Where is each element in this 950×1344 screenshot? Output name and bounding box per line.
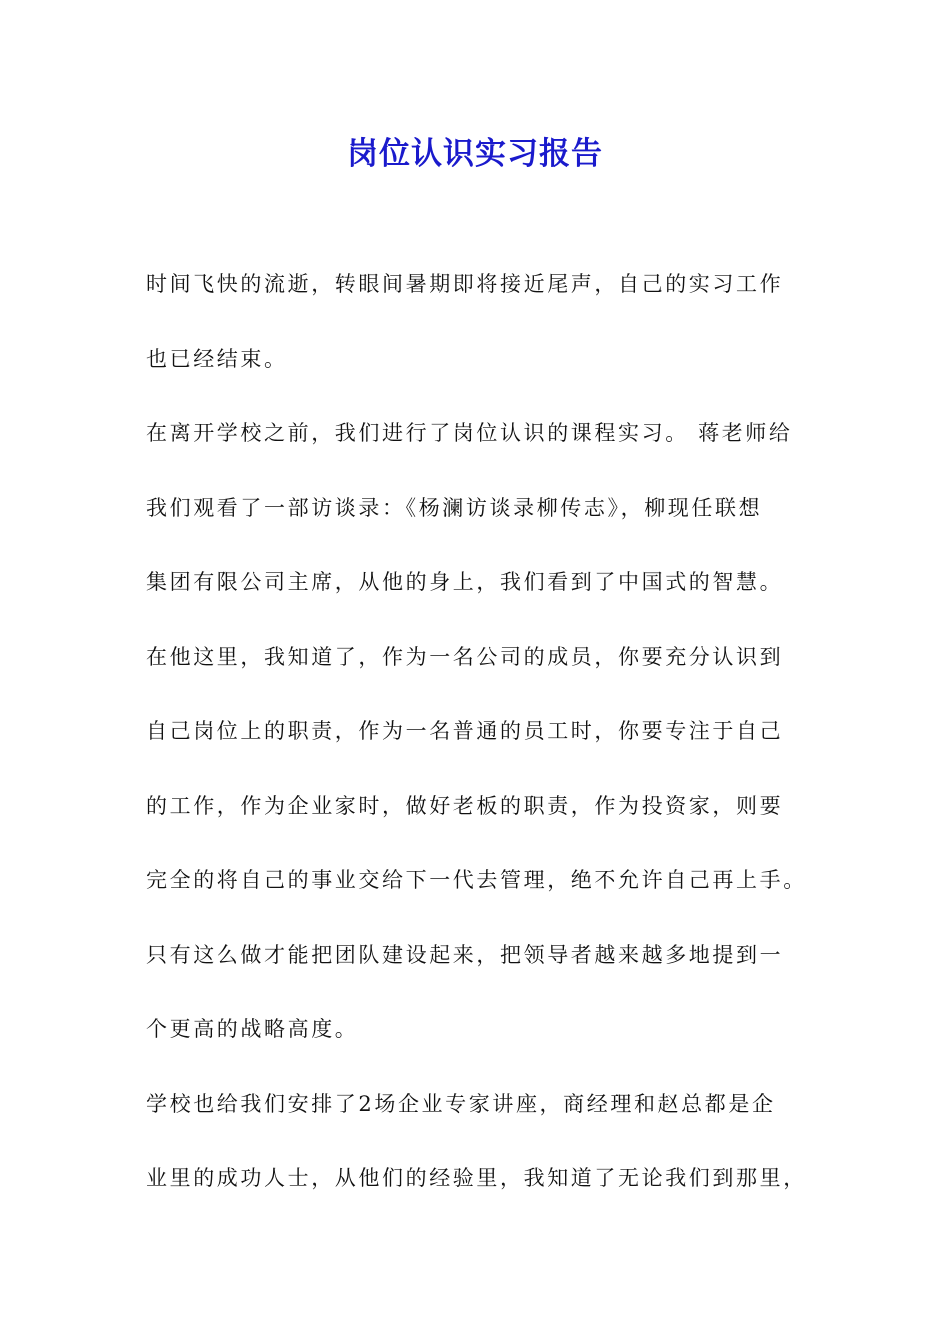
body-line: 也已经结束。 [146, 346, 288, 371]
body-line: 在他这里，我知道了，作为一名公司的成员，你要充分认识到 [146, 644, 784, 669]
body-line: 只有这么做才能把团队建设起来，把领导者越来越多地提到一 [146, 942, 784, 967]
body-line: 完全的将自己的事业交给下一代去管理，绝不允许自己再上手。 [146, 868, 807, 892]
body-line: 个更高的战略高度。 [146, 1017, 359, 1041]
body-line: 集团有限公司主席，从他的身上，我们看到了中国式的智慧。 [146, 570, 784, 594]
body-line: 在离开学校之前，我们进行了岗位认识的课程实习。 蒋老师给 [146, 421, 793, 445]
body-line: 学校也给我们安排了2场企业专家讲座，商经理和赵总都是企 [146, 1091, 776, 1116]
body-line: 的工作，作为企业家时，做好老板的职责，作为投资家，则要 [146, 793, 784, 818]
body-line: 自己岗位上的职责，作为一名普通的员工时，你要专注于自己 [146, 719, 784, 743]
body-line: 我们观看了一部访谈录：《杨澜访谈录柳传志》，柳现任联想 [146, 495, 763, 520]
document-body [146, 263, 826, 1232]
body-line: 时间飞快的流逝，转眼间暑期即将接近尾声，自己的实习工作 [146, 272, 784, 296]
body-line: 业里的成功人士，从他们的经验里，我知道了无论我们到那里， [146, 1166, 807, 1190]
document-title: 岗位认识实习报告 [347, 136, 603, 172]
